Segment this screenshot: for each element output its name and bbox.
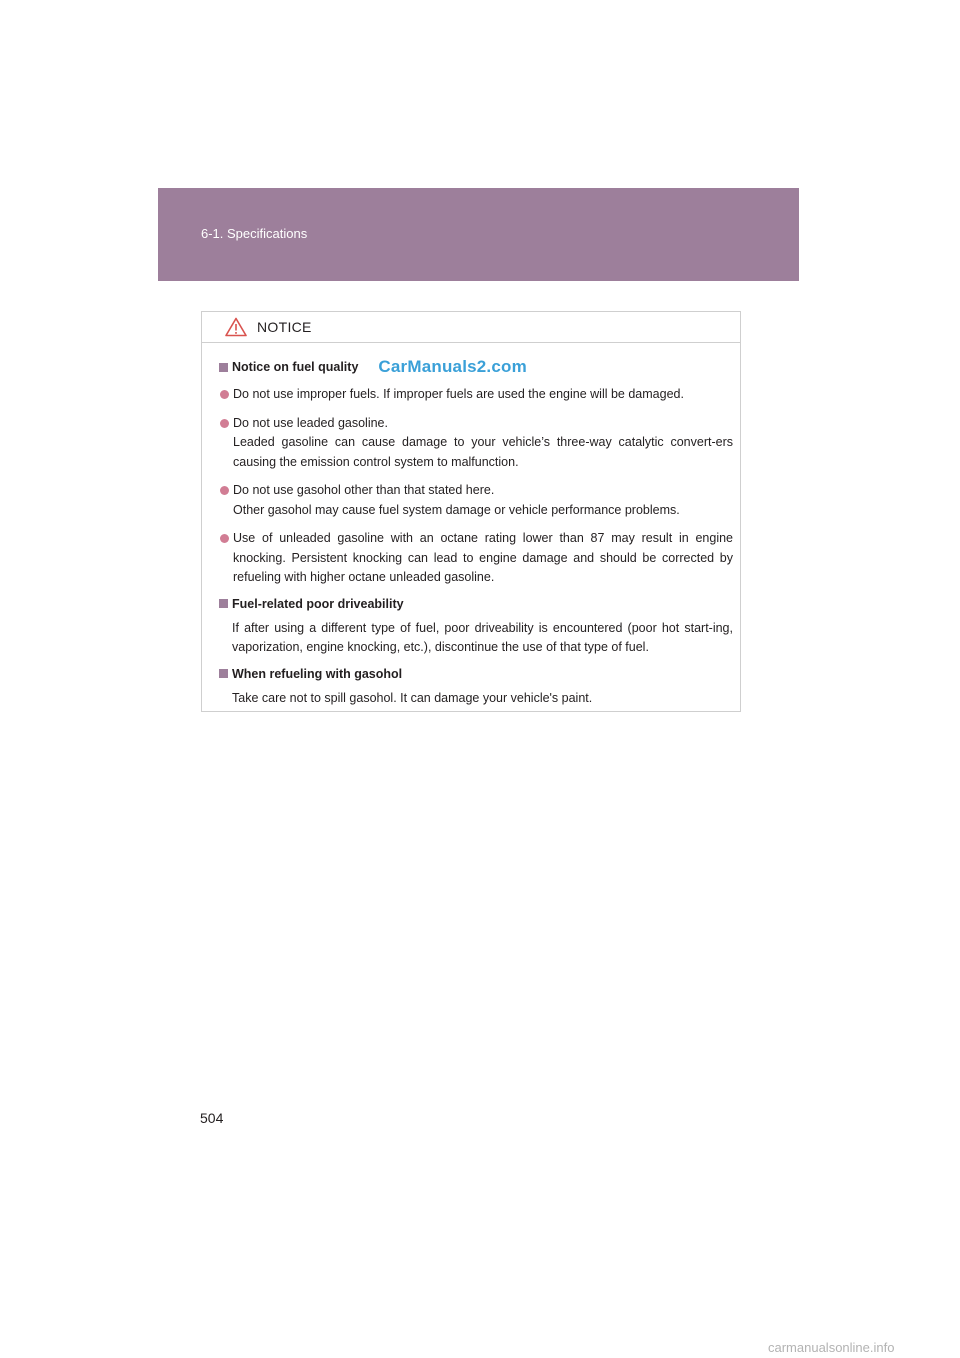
list-item <box>219 481 733 520</box>
driveability-heading-text: Fuel-related poor driveability <box>232 596 404 611</box>
section-title: 6-1. Specifications <box>201 226 308 241</box>
gasohol-heading-text: When refueling with gasohol <box>232 666 403 681</box>
bullet-line: Do not use leaded gasoline. <box>233 415 388 430</box>
warning-triangle-icon <box>225 317 247 337</box>
gasohol-text: Take care not to spill gasohol. It can damage your vehicle's paint. <box>232 690 593 705</box>
fuel-quality-heading-text: Notice on fuel quality <box>232 360 359 374</box>
bullet-line: Other gasohol may cause fuel system damage or vehicle performance problems. <box>233 502 680 517</box>
gasohol-heading <box>219 667 733 681</box>
notice-title: NOTICE <box>257 319 312 335</box>
notice-box <box>201 311 741 712</box>
bullet-line: Use of unleaded gasoline with an octane rating lower than 87 may result in engine knocking. Persistent knocking can lead to engine damage and should be corrected by refueling with higher octane unleaded gasoline. <box>233 531 733 584</box>
fuel-quality-heading <box>219 357 733 377</box>
square-bullet-icon <box>219 599 228 608</box>
driveability-text: If after using a different type of fuel, poor driveability is encountered (poor hot start-ing, vaporization, engine knocking, etc.), discontinue the use of that type of fuel. <box>232 620 733 654</box>
page-number: 504 <box>200 1110 224 1126</box>
bullet-line: Leaded gasoline can cause damage to your vehicle’s three-way catalytic convert-ers causing the emission control system to malfunction. <box>233 435 733 469</box>
header-band <box>158 188 799 281</box>
bullet-line: Do not use gasohol other than that stated here. <box>233 483 495 497</box>
watermark-link[interactable]: CarManuals2.com <box>378 357 527 376</box>
list-item <box>219 529 733 588</box>
list-item <box>219 385 733 405</box>
bullet-dot-icon <box>220 534 229 543</box>
notice-body <box>202 343 740 708</box>
bullet-dot-icon <box>220 486 229 495</box>
driveability-heading <box>219 597 733 611</box>
bullet-line: Do not use improper fuels. If improper fuels are used the engine will be damaged. <box>233 387 684 401</box>
square-bullet-icon <box>219 363 228 372</box>
bullet-dot-icon <box>220 390 229 399</box>
footer-watermark[interactable]: carmanualsonline.info <box>768 1340 895 1355</box>
bullet-dot-icon <box>220 419 229 428</box>
list-item <box>219 414 733 473</box>
square-bullet-icon <box>219 669 228 678</box>
notice-header <box>202 312 740 343</box>
